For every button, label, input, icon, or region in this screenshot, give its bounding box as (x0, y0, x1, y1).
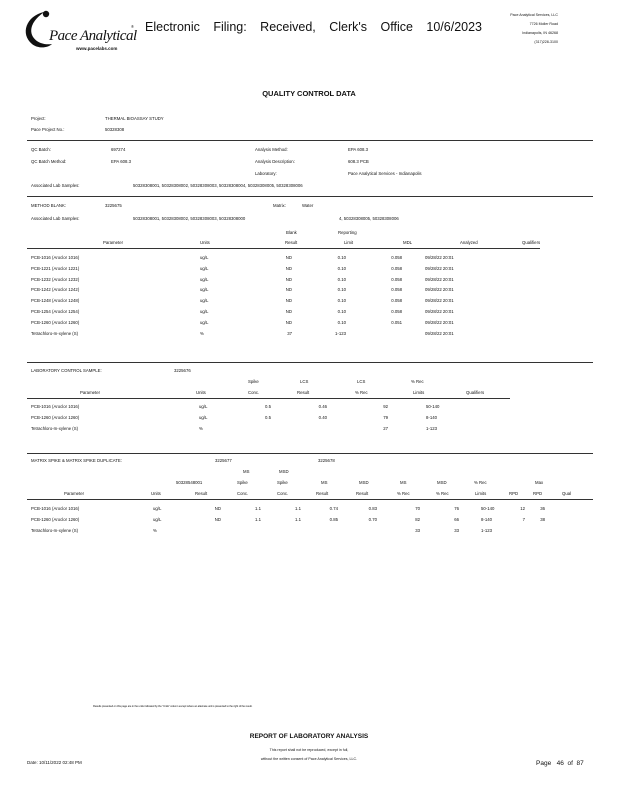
report-title: REPORT OF LABORATORY ANALYSIS (249, 733, 369, 740)
cell-ms-rec: 33 (415, 528, 420, 533)
cell-limit: 0.10 (337, 255, 346, 260)
cell-rpd: 7 (522, 517, 525, 522)
cell-parameter: PCB-1248 (Aroclor 1248) (31, 298, 80, 304)
lcs-id: 3225676 (174, 368, 191, 373)
laboratory-value: Pace Analytical Services - Indianapolis (348, 171, 422, 176)
page-label: Page (536, 760, 552, 767)
qc-batch-label: QC Batch: (31, 147, 51, 152)
cell-parameter: PCB-1242 (Aroclor 1242) (31, 287, 80, 293)
filing-banner: Electronic Filing: Received, Clerk's Office 10/6/2023 (145, 20, 483, 34)
col-lcs: LCS (300, 379, 309, 384)
associated-samples-value: 50328308001, 50328308002, 50328308003, 50328308004, 50328308005, 50328308006 (133, 183, 303, 188)
cell-units: ug/L (200, 319, 209, 325)
project-value: THERMAL BIOASSAY STUDY (105, 116, 164, 121)
cell-rpd: 12 (520, 506, 525, 511)
col-msd-rec: % Rec (436, 491, 449, 496)
divider (27, 362, 593, 363)
lcs-label: LABORATORY CONTROL SAMPLE: (31, 368, 102, 373)
cell-limit: 0.10 (337, 319, 346, 325)
analysis-method-label: Analysis Method: (255, 147, 288, 152)
col-sample-id: 50328548001 (176, 480, 203, 485)
cell-parameter: PCB-1221 (Aroclor 1221) (31, 265, 80, 271)
address-line: Pace Analytical Services, LLC (510, 13, 558, 17)
col-ms-rec-top: MS (400, 480, 407, 485)
method-blank-id: 3225675 (105, 203, 122, 208)
cell-limit: 0.10 (337, 265, 346, 271)
cell-parameter: PCB-1260 (Aroclor 1260) (31, 319, 80, 325)
cell-analyzed: 09/28/22 20:01 (425, 330, 454, 336)
project-label: Project: (31, 116, 46, 121)
qc-batch-value: 697274 (111, 147, 126, 152)
footer-line-2: without the written consent of Pace Analytical Services, LLC. (260, 757, 358, 761)
cell-parameter: PCB-1260 (Aroclor 1260) (31, 415, 80, 420)
table-rule (27, 398, 510, 399)
cell-analyzed: 09/28/22 20:01 (425, 287, 454, 293)
cell-units: % (199, 426, 203, 431)
cell-result: ND (285, 309, 292, 314)
cell-ms-conc: 1.1 (255, 517, 261, 522)
col-msd-res-top: MSD (359, 480, 369, 485)
cell-msd-result: 0.83 (368, 506, 377, 511)
cell-lcs-result: 0.46 (318, 404, 327, 409)
cell-units: ug/L (153, 506, 162, 511)
col-result: Result (195, 491, 208, 496)
col-lcs-rec: % Rec (355, 390, 368, 395)
analysis-method-value: EPA 608.3 (348, 147, 368, 152)
col-units: Units (196, 390, 206, 395)
cell-limits: 50-140 (481, 506, 495, 511)
cell-units: ug/L (200, 287, 209, 293)
cell-mdl: 0.058 (391, 309, 402, 314)
footnote: Results presented on this page are in the units indicated by the "Units" column except where an alternate unit is presented to the right of the result. (93, 705, 253, 708)
cell-spike-conc: 0.5 (265, 404, 271, 409)
msd-id: 3225678 (318, 458, 335, 463)
cell-parameter: Tetrachloro-m-xylene (S) (31, 528, 79, 533)
cell-ms-conc: 1.1 (255, 506, 261, 511)
col-qualifiers: Qualifiers (466, 390, 485, 395)
analysis-description-label: Analysis Description: (255, 159, 295, 164)
mb-associated-label: Associated Lab Samples: (31, 216, 80, 221)
divider (27, 140, 593, 141)
ms-id: 3225677 (215, 458, 232, 463)
logo-trademark: ® (131, 24, 134, 29)
cell-result: ND (285, 265, 292, 271)
cell-lcs-rec: 27 (383, 426, 388, 431)
cell-analyzed: 09/28/22 20:01 (425, 319, 454, 325)
page-current: 46 (556, 760, 564, 767)
col-units: Units (151, 491, 161, 496)
cell-units: ug/L (199, 415, 208, 420)
cell-lcs-rec: 79 (383, 415, 388, 420)
cell-result: ND (285, 276, 292, 282)
mb-associated-value-cont: 4, 50328308005, 50328308006 (339, 216, 399, 221)
cell-units: ug/L (199, 404, 208, 409)
cell-limit: 1-123 (335, 330, 346, 336)
col-max: Max (535, 480, 544, 485)
cell-spike-conc: 0.5 (265, 415, 271, 420)
cell-units: ug/L (200, 255, 209, 260)
col-ms-conc: Conc. (237, 491, 249, 496)
col-rec: % Rec (411, 379, 424, 384)
col-limit: Limit (344, 240, 354, 245)
cell-limit: 0.10 (337, 276, 346, 282)
cell-max-rpd: 38 (540, 517, 545, 522)
cell-units: ug/L (200, 276, 209, 282)
col-analyzed: Analyzed (460, 240, 478, 245)
cell-msd-rec: 33 (454, 528, 459, 533)
col-lcs2: LCS (357, 379, 366, 384)
col-msd-rec-top: MSD (437, 480, 447, 485)
col-qualifiers: Qualifiers (522, 240, 541, 245)
cell-units: % (153, 528, 157, 533)
page-of: of (567, 760, 573, 767)
cell-units: ug/L (153, 517, 162, 522)
col-parameter: Parameter (80, 390, 101, 395)
cell-limit: 0.10 (337, 287, 346, 293)
divider (27, 453, 593, 454)
cell-parameter: PCB-1254 (Aroclor 1254) (31, 309, 80, 314)
col-limits: Limits (475, 491, 487, 496)
col-parameter: Parameter (102, 240, 124, 245)
divider (27, 196, 593, 197)
qc-batch-method-value: EPA 608.3 (111, 159, 131, 164)
cell-analyzed: 09/28/22 20:01 (425, 298, 454, 304)
cell-parameter: Tetrachloro-m-xylene (S) (31, 330, 79, 336)
cell-result: ND (214, 517, 221, 522)
msd-label: MATRIX SPIKE & MATRIX SPIKE DUPLICATE: (31, 458, 122, 463)
col-blank-result: Result (285, 240, 298, 245)
cell-msd-conc: 1.1 (295, 506, 301, 511)
cell-lcs-result: 0.40 (318, 415, 327, 420)
page-title: QUALITY CONTROL DATA (262, 89, 356, 98)
cell-parameter: PCB-1016 (Aroclor 1016) (31, 404, 80, 409)
col-ms-spike: Spike (237, 480, 248, 485)
associated-samples-label: Associated Lab Samples: (31, 183, 80, 188)
matrix-label: Matrix: (273, 203, 286, 208)
address-line: Indianapolis, IN 46268 (522, 31, 558, 35)
cell-parameter: Tetrachloro-m-xylene (S) (31, 426, 79, 431)
cell-result: ND (285, 319, 292, 325)
cell-mdl: 0.058 (391, 265, 402, 271)
cell-parameter: PCB-1260 (Aroclor 1260) (31, 517, 80, 522)
col-max-rpd: RPD (533, 491, 543, 496)
cell-rec-limits: 1-123 (426, 426, 437, 431)
cell-mdl: 0.058 (391, 287, 402, 293)
logo-name: Pace Analytical (49, 28, 137, 44)
cell-mdl: 0.051 (391, 319, 402, 325)
cell-parameter: PCB-1016 (Aroclor 1016) (31, 255, 80, 260)
col-ms-rec: % Rec (397, 491, 410, 496)
col-rpd: RPD (509, 491, 519, 496)
cell-parameter: PCB-1232 (Aroclor 1232) (31, 276, 80, 282)
pace-project-value: 50328308 (105, 127, 125, 132)
analysis-description-value: 608.3 PCB (348, 159, 369, 164)
cell-units: % (200, 330, 204, 336)
col-blank: Blank (286, 230, 297, 235)
page-total: 87 (576, 760, 584, 767)
cell-result: ND (285, 255, 292, 260)
laboratory-label: Laboratory: (255, 171, 277, 176)
cell-ms-result: 0.74 (329, 506, 338, 511)
cell-analyzed: 09/28/22 20:01 (425, 309, 454, 314)
col-reporting: Reporting (338, 230, 357, 235)
col-msd-conc: Conc. (277, 491, 289, 496)
cell-rec-limits: 8-140 (426, 415, 437, 420)
col-lcs-result: Result (297, 390, 310, 395)
cell-units: ug/L (200, 309, 209, 314)
cell-units: ug/L (200, 298, 209, 304)
col-mdl: MDL (403, 240, 413, 245)
col-conc: Conc. (248, 390, 260, 395)
cell-limit: 0.10 (337, 298, 346, 304)
col-qual: Qual (562, 491, 572, 496)
table-rule (27, 499, 593, 500)
cell-ms-rec: 82 (415, 517, 420, 522)
footer-line-1: This report shall not be reproduced, except in full, (269, 748, 349, 752)
col-parameter: Parameter (64, 491, 85, 496)
cell-mdl: 0.058 (391, 276, 402, 282)
cell-ms-result: 0.85 (329, 517, 338, 522)
cell-limits: 1-123 (481, 528, 492, 533)
matrix-value: Water (302, 203, 314, 208)
cell-analyzed: 09/28/22 20:01 (425, 255, 454, 260)
col-ms-result: Result (316, 491, 329, 496)
cell-limit: 0.10 (337, 309, 346, 314)
col-units: Units (200, 240, 210, 245)
mb-associated-value: 50328308001, 50328308002, 50328308003, 50328308000 (133, 216, 246, 221)
cell-limits: 8-140 (481, 517, 492, 522)
col-limits: Limits (413, 390, 425, 395)
cell-units: ug/L (200, 265, 209, 271)
cell-msd-conc: 1.1 (295, 517, 301, 522)
cell-mdl: 0.058 (391, 298, 402, 304)
cell-parameter: PCB-1016 (Aroclor 1016) (31, 506, 80, 511)
cell-analyzed: 09/28/22 20:01 (425, 276, 454, 282)
cell-result: ND (285, 287, 292, 293)
table-rule (27, 248, 540, 249)
pace-project-label: Pace Project No.: (31, 127, 65, 132)
cell-lcs-rec: 92 (383, 404, 388, 409)
address-line: 7726 Moller Road (529, 22, 558, 26)
logo-website: www.pacelabs.com (76, 46, 118, 51)
col-msd-result: Result (356, 491, 369, 496)
cell-ms-rec: 70 (415, 506, 420, 511)
cell-result: ND (285, 298, 292, 304)
cell-result: ND (214, 506, 221, 511)
col-msd-top: MSD (279, 469, 289, 474)
cell-msd-rec: 66 (454, 517, 459, 522)
address-line: (317)228-3100 (534, 40, 558, 44)
col-ms-res-top: MS (321, 480, 328, 485)
method-blank-label: METHOD BLANK: (31, 203, 67, 208)
cell-result: 37 (287, 330, 292, 336)
report-date: Date: 10/11/2022 02:48 PM (27, 760, 82, 765)
col-ms-top: MS (243, 469, 250, 474)
cell-msd-result: 0.70 (368, 517, 377, 522)
cell-analyzed: 09/28/22 20:01 (425, 265, 454, 271)
qc-batch-method-label: QC Batch Method: (31, 159, 67, 164)
cell-mdl: 0.058 (391, 255, 402, 260)
cell-rec-limits: 50-140 (426, 404, 440, 409)
cell-msd-rec: 76 (454, 506, 459, 511)
page-number (536, 760, 584, 767)
pace-logo (18, 8, 138, 52)
col-limits-top: % Rec (474, 480, 487, 485)
cell-max-rpd: 36 (540, 506, 545, 511)
col-msd-spike: Spike (277, 480, 288, 485)
col-spike: Spike (248, 379, 259, 384)
